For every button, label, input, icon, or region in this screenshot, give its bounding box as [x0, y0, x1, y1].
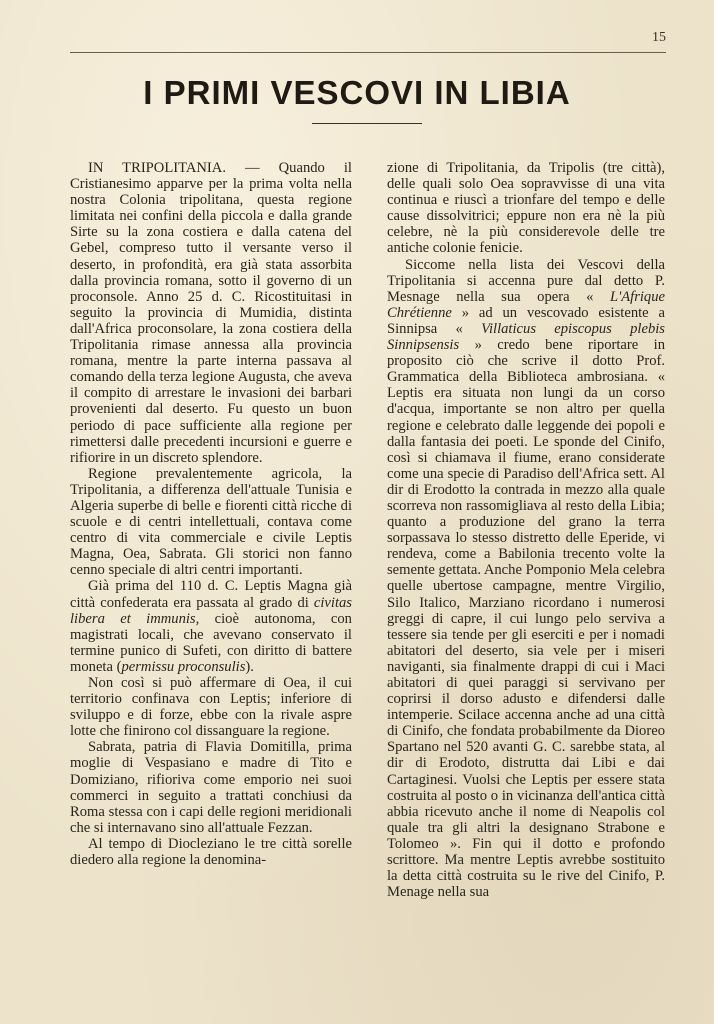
header-rule	[70, 52, 666, 53]
text-span: Siccome nella lista dei Vescovi della Tripolitania si accenna pure dal detto P. Mesnage nella sua opera «	[387, 256, 665, 305]
italic-term: civitas libera et immunis,	[70, 594, 352, 627]
italic-title: L'Afrique Chrétienne	[387, 288, 665, 321]
page-number: 15	[652, 30, 666, 45]
paragraph-leptis	[70, 578, 352, 675]
text-span: » ad un vescovado esistente a Sinnipsa «	[387, 304, 665, 337]
paragraph-diocleziano: Al tempo di Diocleziano le tre città sorelle diedero alla regione la denomina-	[70, 835, 352, 869]
paragraph-continuation: zione di Tripolitania, da Tripolis (tre città), delle quali solo Oea sopravvisse di una vita continua e riuscì a trionfare del tempo e delle cause dissolvitrici; eppure non era nè la più celebre, nè la più considerevole delle tre antiche colonie fenicie.	[387, 160, 665, 257]
right-column	[387, 160, 665, 900]
text-span: ).	[245, 658, 254, 675]
paragraph-oea: Non così si può affermare di Oea, il cui territorio confinava con Leptis; inferiore di sviluppo e di forze, ebbe con la rivale aspre lotte che finirono col dissanguare la regione.	[70, 675, 352, 740]
article-title: I PRIMI VESCOVI IN LIBIA	[143, 74, 571, 111]
left-column	[70, 160, 352, 868]
italic-quote: Villaticus episcopus plebis Sinnipsensis	[387, 320, 665, 354]
italic-term: permissu proconsulis	[121, 658, 246, 675]
paragraph-regione: Regione prevalentemente agricola, la Tripolitania, a differenza dell'attuale Tunisia e Algeria superbe di belle e fiorenti città ricche di scuole e di centri intellettuali, contava come centro di vita commerciale e civile Leptis Magna, Oea, Sabrata. Gli storici non fanno cenno speciale di altri centri importanti.	[70, 465, 352, 579]
title-underline	[312, 123, 422, 124]
text-span: » credo bene riportare in proposito ciò che scrive il dotto Prof. Grammatica della Biblioteca ambrosiana. « Leptis era situata non lungi da un corso d'acqua, importante se non altro per quella regione e celebrato dalle leggende dei popoli e dalla fantasia dei poeti. Le sponde del Cinifo, così si chiamava il fiume, erano considerate come una specie di Paradiso dell'Africa sett. Al dir di Erodotto la contrada in mezzo alla quale scorreva non rassomigliava al resto della Libia; quanto a produzione del grano la terra sorpassava lo stesso distretto delle Eperide, vi rendeva, come a Babilonia trecento volte la semente gettata. Anche Pomponio Mela celebra quelle ubertose campagne, mentre Virgilio, Silo Italico, Marziano ricordano i numerosi greggi di capre, il cui lungo pelo serviva a tessere sia tende per gli eserciti e per i nomadi abitatori del deserto, sia vele per i miseri naviganti, sia finalmente drappi di cui i Maci abitatori di quei paraggi si servivano per coprirsi il dorso adusto e difendersi dalle intemperie. Scilace accenna anche ad una città di Cinifo, che fondata probabilmente da Dioreo Spartano nel 520 avanti G. C. sarebbe stata, al dir di Erodoto, distrutta dai Libi e dai Cartaginesi. Vuolsi che Leptis per essere stata costruita al posto o in vicinanza dell'antica città abbia ricevuto anche il nome di Neapolis col quale tra gli altri la designano Strabone e Tolomeo ». Fin qui il dotto e profondo scrittore. Ma mentre Leptis avrebbe sostituito la detta città costruita su le rive del Cinifo, P. Menage nella sua	[387, 337, 665, 901]
paragraph-intro: IN TRIPOLITANIA. — Quando il Cristianesimo apparve per la prima volta nella nostra Colonia tripolitana, questa regione limitata nei confini della piccola e dalla grande Sirte su la zona costiera e dalla catena del Gebel, compreso tutto il versante verso il deserto, in profondità, era già stata assorbita dalla provincia romana, sotto il governo di un proconsole. Anno 25 d. C. Ricostituitasi in seguito la provincia di Mumidia, distinta dall'Africa proconsolare, la zona costiera della Tripolitania rimase annessa alla provincia romana, mentre la parte interna passava al comando della terza legione Augusta, che aveva il compito di arrestare le invasioni dei barbari provenienti dal deserto. Fu questo un buon periodo di pace sufficiente alla regione per rimettersi dalle precedenti incursioni e guerre e rifiorire in un discreto splendore.	[70, 160, 352, 466]
paragraph-sabrata: Sabrata, patria di Flavia Domitilla, prima moglie di Vespasiano e madre di Tito e Domiziano, rifioriva come emporio nei suoi commerci in seguito a trattati conchiusi da Roma stessa con i capi delle regioni meridionali che si internavano sino all'attuale Fezzan.	[70, 739, 352, 836]
text-span: Già prima del 110 d. C. Leptis Magna già città confederata era passata al grado di	[70, 578, 352, 611]
paragraph-vescovi	[387, 257, 665, 901]
text-span: cioè autonoma, con magistrati locali, che avevano conservato il termine punico di Sufeti, con diritto di battere moneta (	[70, 610, 352, 675]
